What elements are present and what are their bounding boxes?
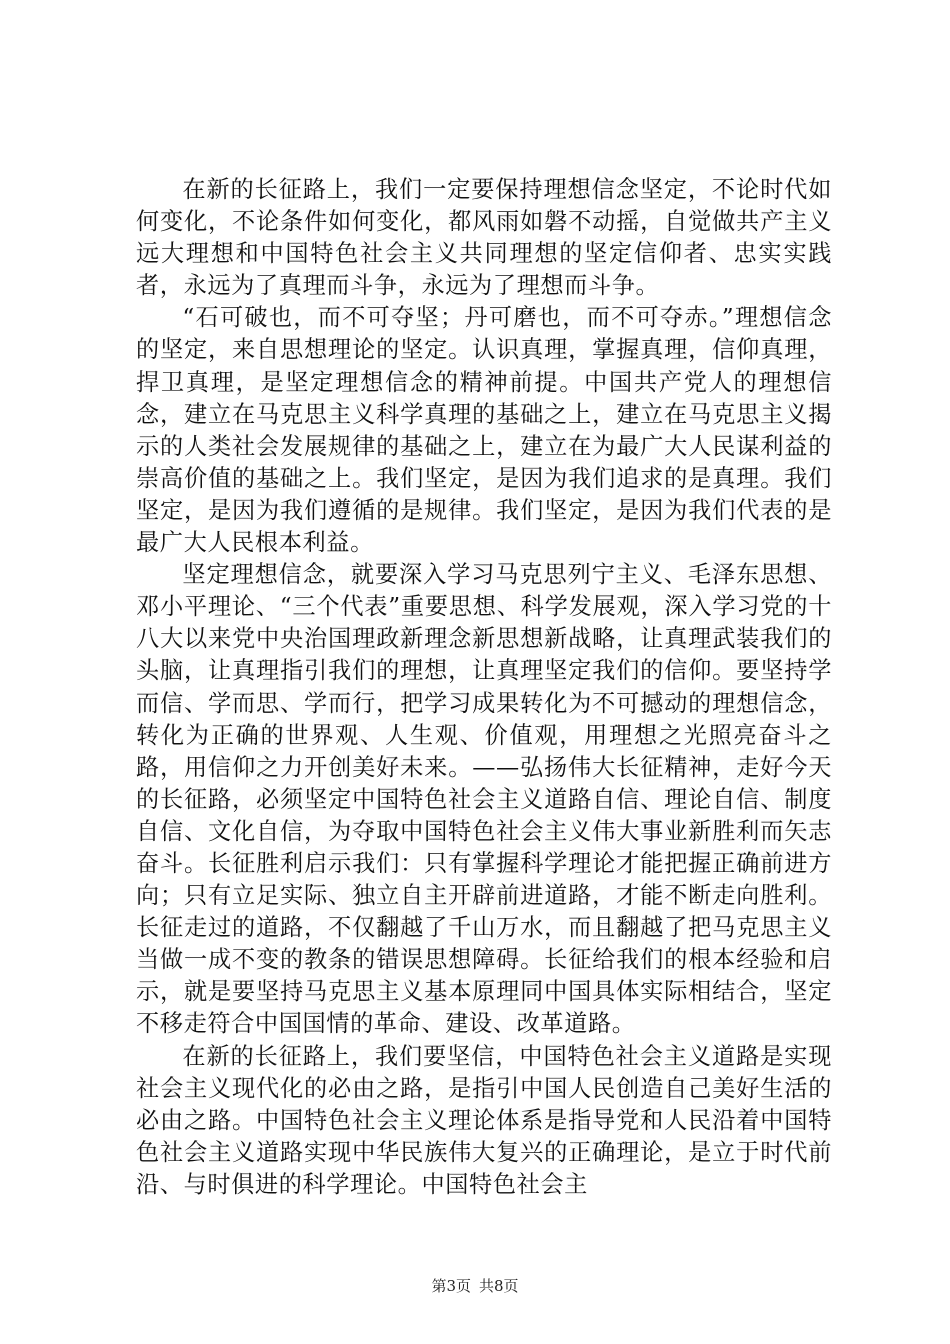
page-total: 共8页 bbox=[479, 1277, 519, 1295]
page-footer bbox=[0, 1276, 950, 1296]
paragraph-3: 坚定理想信念，就要深入学习马克思列宁主义、毛泽东思想、邓小平理论、“三个代表”重要思想、科学发展观，深入学习党的十八大以来党中央治国理政新理念新思想新战略，让真理武装我们的头脑，让真理指引我们的理想，让真理坚定我们的信仰。要坚持学而信、学而思、学而行，把学习成果转化为不可撼动的理想信念，转化为正确的世界观、人生观、价值观，用理想之光照亮奋斗之路，用信仰之力开创美好未来。——弘扬伟大长征精神，走好今天的长征路，必须坚定中国特色社会主义道路自信、理论自信、制度自信、文化自信，为夺取中国特色社会主义伟大事业新胜利而矢志奋斗。长征胜利启示我们：只有掌握科学理论才能把握正确前进方向；只有立足实际、独立自主开辟前进道路，才能不断走向胜利。长征走过的道路，不仅翻越了千山万水，而且翻越了把马克思主义当做一成不变的教条的错误思想障碍。长征给我们的根本经验和启示，就是要坚持马克思主义基本原理同中国具体实际相结合，坚定不移走符合中国国情的革命、建设、改革道路。 bbox=[136, 561, 832, 1038]
paragraph-2: “石可破也，而不可夺坚；丹可磨也，而不可夺赤。”理想信念的坚定，来自思想理论的坚定。认识真理，掌握真理，信仰真理，捍卫真理，是坚定理想信念的精神前提。中国共产党人的理想信念，建立在马克思主义科学真理的基础之上，建立在马克思主义揭示的人类社会发展规律的基础之上，建立在为最广大人民谋利益的崇高价值的基础之上。我们坚定，是因为我们追求的是真理。我们坚定，是因为我们遵循的是规律。我们坚定，是因为我们代表的是最广大人民根本利益。 bbox=[136, 304, 832, 557]
page-number: 第3页 bbox=[431, 1277, 471, 1295]
paragraph-1: 在新的长征路上，我们一定要保持理想信念坚定，不论时代如何变化，不论条件如何变化，都风雨如磐不动摇，自觉做共产主义远大理想和中国特色社会主义共同理想的坚定信仰者、忠实实践者，永远为了真理而斗争，永远为了理想而斗争。 bbox=[136, 176, 832, 300]
paragraph-4: 在新的长征路上，我们要坚信，中国特色社会主义道路是实现社会主义现代化的必由之路，是指引中国人民创造自己美好生活的必由之路。中国特色社会主义理论体系是指导党和人民沿着中国特色社会主义道路实现中华民族伟大复兴的正确理论，是立于时代前沿、与时俱进的科学理论。中国特色社会主 bbox=[136, 1042, 832, 1198]
document-body bbox=[136, 174, 832, 1201]
